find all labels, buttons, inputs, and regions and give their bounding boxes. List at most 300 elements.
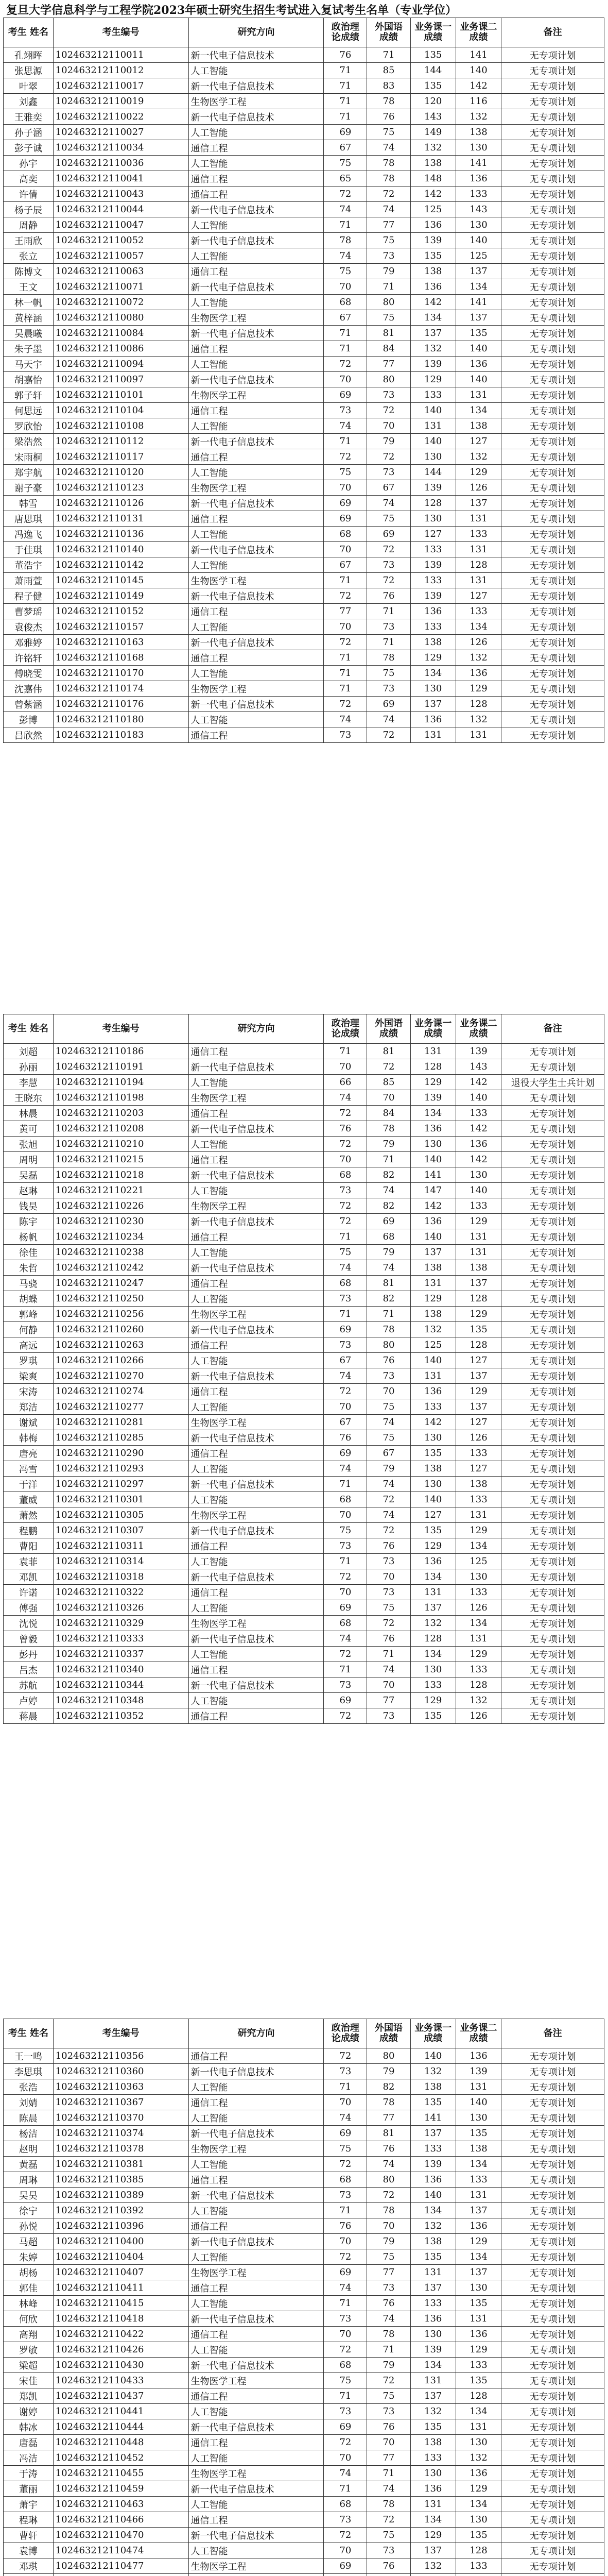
cell-direction: 新一代电子信息技术 (188, 697, 324, 712)
cell-direction: 新一代电子信息技术 (188, 2234, 324, 2249)
cell-name: 王雨欣 (4, 233, 54, 248)
cell-language: 76 (367, 2141, 410, 2157)
cell-exam-id: 102463212110210 (53, 1137, 188, 1152)
cell-subject1: 135 (410, 248, 456, 264)
cell-subject2: 139 (456, 2064, 501, 2079)
cell-language: 71 (367, 2466, 410, 2481)
table-row (4, 1245, 604, 1260)
cell-exam-id: 102463212110285 (53, 1430, 188, 1446)
cell-name: 冯逸飞 (4, 527, 54, 542)
cell-direction: 生物医学工程 (188, 1198, 324, 1214)
cell-name: 罗欣怡 (4, 418, 54, 434)
cell-note: 无专项计划 (501, 1245, 604, 1260)
cell-direction: 人工智能 (188, 1399, 324, 1415)
cell-direction: 通信工程 (188, 1106, 324, 1121)
cell-exam-id: 102463212110136 (53, 527, 188, 542)
cell-direction: 新一代电子信息技术 (188, 47, 324, 63)
cell-direction: 新一代电子信息技术 (188, 372, 324, 387)
cell-subject2: 133 (456, 1492, 501, 1507)
cell-direction: 生物医学工程 (188, 2558, 324, 2574)
table-row (4, 1059, 604, 1075)
cell-subject2: 140 (456, 1090, 501, 1106)
table-row (4, 619, 604, 635)
cell-subject1: 130 (410, 2327, 456, 2342)
table-row (4, 1430, 604, 1446)
cell-note: 无专项计划 (501, 604, 604, 619)
cell-subject1: 130 (410, 681, 456, 697)
cell-name: 何静 (4, 1322, 54, 1337)
table-row (4, 496, 604, 511)
cell-language: 72 (367, 2373, 410, 2388)
table-row (4, 2574, 604, 2576)
cell-politics: 68 (324, 295, 367, 310)
cell-language: 70 (367, 2435, 410, 2450)
cell-politics: 72 (324, 1137, 367, 1152)
table-row (4, 2481, 604, 2497)
cell-subject1: 136 (410, 2172, 456, 2188)
cell-exam-id: 102463212110186 (53, 1044, 188, 1059)
table-row (4, 1121, 604, 1137)
cell-subject1: 139 (410, 233, 456, 248)
table-row (4, 2327, 604, 2342)
cell-name: 董丽 (4, 2481, 54, 2497)
cell-note: 无专项计划 (501, 2497, 604, 2512)
cell-exam-id: 102463212110378 (53, 2141, 188, 2157)
cell-note: 无专项计划 (501, 1446, 604, 1461)
cell-direction: 生物医学工程 (188, 310, 324, 326)
table-row (4, 727, 604, 743)
table-row (4, 2188, 604, 2203)
cell-note: 无专项计划 (501, 1631, 604, 1647)
cell-exam-id: 102463212110329 (53, 1616, 188, 1631)
cell-name: 萧宇 (4, 2497, 54, 2512)
cell-language: 78 (367, 2095, 410, 2110)
cell-subject1: 137 (410, 2126, 456, 2141)
cell-direction: 通信工程 (188, 2172, 324, 2188)
column-header: 外国语 成绩 (367, 18, 410, 47)
cell-exam-id: 102463212110011 (53, 47, 188, 63)
cell-name: 唐亮 (4, 1446, 54, 1461)
cell-subject1: 136 (410, 2481, 456, 2497)
table-header-row (4, 1014, 604, 1044)
cell-exam-id: 102463212110168 (53, 650, 188, 666)
table-row (4, 78, 604, 94)
cell-name: 孙子涵 (4, 125, 54, 140)
cell-politics: 71 (324, 573, 367, 588)
cell-note: 无专项计划 (501, 2265, 604, 2280)
cell-politics: 75 (324, 1245, 367, 1260)
cell-direction: 新一代电子信息技术 (188, 2358, 324, 2373)
cell-note: 无专项计划 (501, 1507, 604, 1523)
cell-subject2: 137 (456, 1368, 501, 1384)
cell-exam-id: 102463212110071 (53, 279, 188, 295)
cell-note: 无专项计划 (501, 449, 604, 465)
cell-subject2: 131 (456, 2419, 501, 2435)
column-header: 外国语 成绩 (367, 1014, 410, 1044)
cell-subject2: 129 (456, 1523, 501, 1538)
cell-language: 75 (367, 2528, 410, 2543)
cell-name: 袁博 (4, 2543, 54, 2558)
cell-name: 傅强 (4, 1600, 54, 1616)
cell-note: 无专项计划 (501, 2079, 604, 2095)
column-header: 考生 姓名 (4, 1014, 54, 1044)
cell-note: 无专项计划 (501, 140, 604, 156)
cell-language: 82 (367, 2079, 410, 2095)
cell-subject1: 131 (410, 727, 456, 743)
cell-politics: 67 (324, 557, 367, 573)
cell-politics: 72 (324, 697, 367, 712)
cell-language: 72 (367, 1059, 410, 1075)
cell-subject2: 128 (456, 1291, 501, 1307)
cell-politics: 76 (324, 2218, 367, 2234)
cell-name: 彭博 (4, 712, 54, 727)
cell-note: 无专项计划 (501, 1183, 604, 1198)
cell-note: 无专项计划 (501, 1368, 604, 1384)
cell-name: 于佳琪 (4, 542, 54, 557)
cell-politics: 74 (324, 248, 367, 264)
cell-exam-id: 102463212110027 (53, 125, 188, 140)
cell-direction: 通信工程 (188, 1446, 324, 1461)
column-header: 外国语 成绩 (367, 2019, 410, 2048)
cell-note: 无专项计划 (501, 1399, 604, 1415)
table-header-row (4, 2019, 604, 2048)
cell-note: 无专项计划 (501, 63, 604, 78)
cell-direction: 通信工程 (188, 1044, 324, 1059)
cell-subject2: 141 (456, 47, 501, 63)
cell-direction: 人工智能 (188, 2296, 324, 2311)
table-row (4, 1044, 604, 1059)
cell-subject1: 149 (410, 125, 456, 140)
cell-subject2: 131 (456, 1631, 501, 1647)
cell-subject1: 130 (410, 1477, 456, 1492)
cell-direction: 新一代电子信息技术 (188, 2188, 324, 2203)
cell-subject2: 128 (456, 697, 501, 712)
cell-direction: 通信工程 (188, 511, 324, 527)
cell-subject1: 132 (410, 1322, 456, 1337)
cell-direction: 通信工程 (188, 1585, 324, 1600)
cell-direction: 生物医学工程 (188, 681, 324, 697)
table-row (4, 1677, 604, 1693)
cell-direction: 人工智能 (188, 295, 324, 310)
cell-direction: 人工智能 (188, 2450, 324, 2466)
cell-note: 无专项计划 (501, 2358, 604, 2373)
cell-direction: 通信工程 (188, 2280, 324, 2296)
cell-direction: 通信工程 (188, 1152, 324, 1167)
cell-language: 76 (367, 1353, 410, 1368)
cell-politics: 72 (324, 1708, 367, 1724)
cell-exam-id: 102463212110281 (53, 1415, 188, 1430)
table-row (4, 1492, 604, 1507)
cell-exam-id: 102463212110120 (53, 465, 188, 480)
cell-language: 83 (367, 78, 410, 94)
cell-politics: 70 (324, 2327, 367, 2342)
cell-name: 徐佳 (4, 1245, 54, 1260)
cell-subject1: 144 (410, 63, 456, 78)
table-row (4, 1662, 604, 1677)
cell-language: 74 (367, 496, 410, 511)
cell-exam-id: 102463212110101 (53, 387, 188, 403)
table-row (4, 264, 604, 279)
cell-politics: 71 (324, 666, 367, 681)
table-row (4, 2543, 604, 2558)
cell-direction: 生物医学工程 (188, 387, 324, 403)
cell-language: 71 (367, 604, 410, 619)
cell-note: 无专项计划 (501, 295, 604, 310)
cell-language: 68 (367, 1229, 410, 1245)
cell-name: 许铭轩 (4, 650, 54, 666)
cell-language: 77 (367, 2110, 410, 2126)
cell-direction: 生物医学工程 (188, 1090, 324, 1106)
cell-exam-id: 102463212110430 (53, 2358, 188, 2373)
cell-name: 韩梅 (4, 1430, 54, 1446)
cell-name: 袁菲 (4, 1554, 54, 1569)
cell-language: 76 (367, 2558, 410, 2574)
cell-subject2: 142 (456, 1152, 501, 1167)
cell-politics: 65 (324, 171, 367, 187)
cell-exam-id: 102463212110176 (53, 697, 188, 712)
cell-subject2: 133 (456, 1198, 501, 1214)
cell-subject2: 127 (456, 1461, 501, 1477)
cell-name: 林一帆 (4, 295, 54, 310)
cell-subject1: 138 (410, 264, 456, 279)
cell-language: 70 (367, 1090, 410, 1106)
cell-direction: 人工智能 (188, 1353, 324, 1368)
table-row (4, 357, 604, 372)
cell-name: 吴昊 (4, 2188, 54, 2203)
cell-subject1: 138 (410, 2079, 456, 2095)
cell-politics: 74 (324, 202, 367, 217)
cell-subject2: 136 (456, 2218, 501, 2234)
cell-politics: 78 (324, 233, 367, 248)
cell-language: 70 (367, 2218, 410, 2234)
document-page-2 (0, 1010, 608, 2014)
cell-subject1: 139 (410, 2157, 456, 2172)
cell-name: 郑凯 (4, 2388, 54, 2404)
cell-subject2: 130 (456, 1569, 501, 1585)
column-header: 政治理 论成绩 (324, 2019, 367, 2048)
cell-politics: 68 (324, 2358, 367, 2373)
cell-direction: 人工智能 (188, 1600, 324, 1616)
cell-exam-id: 102463212110389 (53, 2188, 188, 2203)
cell-direction: 通信工程 (188, 264, 324, 279)
cell-note: 无专项计划 (501, 1415, 604, 1430)
cell-direction: 通信工程 (188, 2048, 324, 2064)
cell-subject1: 130 (410, 1430, 456, 1446)
cell-name: 高远 (4, 1337, 54, 1353)
cell-language: 70 (367, 1384, 410, 1399)
cell-language: 82 (367, 1167, 410, 1183)
cell-direction: 新一代电子信息技术 (188, 635, 324, 650)
cell-name: 于洋 (4, 1477, 54, 1492)
cell-exam-id: 102463212110433 (53, 2373, 188, 2388)
cell-note: 无专项计划 (501, 357, 604, 372)
cell-language: 72 (367, 2188, 410, 2203)
cell-exam-id: 102463212110455 (53, 2466, 188, 2481)
cell-exam-id: 102463212110221 (53, 1183, 188, 1198)
cell-politics: 69 (324, 511, 367, 527)
cell-note: 无专项计划 (501, 1214, 604, 1229)
cell-exam-id: 102463212110036 (53, 156, 188, 171)
cell-subject1: 135 (410, 2249, 456, 2265)
cell-exam-id: 102463212110322 (53, 1585, 188, 1600)
cell-politics: 70 (324, 279, 367, 295)
cell-politics: 73 (324, 1291, 367, 1307)
cell-politics: 70 (324, 619, 367, 635)
cell-note: 无专项计划 (501, 2188, 604, 2203)
cell-subject2: 137 (456, 2203, 501, 2218)
cell-name: 王雅奕 (4, 109, 54, 125)
cell-language: 74 (367, 202, 410, 217)
cell-name: 刘鑫 (4, 94, 54, 109)
cell-name: 邓凯 (4, 1569, 54, 1585)
cell-language: 73 (367, 387, 410, 403)
table-row (4, 295, 604, 310)
cell-politics: 72 (324, 1384, 367, 1399)
cell-subject1: 135 (410, 1523, 456, 1538)
cell-name: 郑宇航 (4, 465, 54, 480)
cell-exam-id: 102463212110463 (53, 2497, 188, 2512)
cell-subject1: 147 (410, 1183, 456, 1198)
table-row (4, 403, 604, 418)
cell-exam-id: 102463212110392 (53, 2203, 188, 2218)
cell-language: 79 (367, 1245, 410, 1260)
cell-language: 85 (367, 1075, 410, 1090)
cell-language: 74 (367, 1662, 410, 1677)
cell-note: 无专项计划 (501, 727, 604, 743)
cell-exam-id: 102463212110441 (53, 2404, 188, 2419)
cell-direction: 新一代电子信息技术 (188, 1430, 324, 1446)
cell-politics: 75 (324, 465, 367, 480)
cell-direction: 人工智能 (188, 557, 324, 573)
cell-name: 蒋晨 (4, 1708, 54, 1724)
cell-subject1: 132 (410, 2218, 456, 2234)
cell-language: 79 (367, 2358, 410, 2373)
cell-subject2: 142 (456, 1075, 501, 1090)
cell-note: 无专项计划 (501, 1167, 604, 1183)
table-row (4, 372, 604, 387)
cell-subject1: 138 (410, 635, 456, 650)
table-row (4, 1600, 604, 1616)
cell-politics: 72 (324, 588, 367, 604)
cell-exam-id: 102463212110174 (53, 681, 188, 697)
cell-name: 赵琳 (4, 1183, 54, 1198)
cell-subject1: 131 (410, 2497, 456, 2512)
cell-direction: 生物医学工程 (188, 1415, 324, 1430)
cell-language: 71 (367, 635, 410, 650)
cell-politics: 71 (324, 217, 367, 233)
column-header: 考生编号 (53, 1014, 188, 1044)
cell-name: 罗琪 (4, 1353, 54, 1368)
cell-exam-id: 102463212110044 (53, 202, 188, 217)
cell-note: 无专项计划 (501, 1137, 604, 1152)
table-row (4, 2249, 604, 2265)
table-row (4, 1477, 604, 1492)
column-header: 备注 (501, 1014, 604, 1044)
cell-direction: 人工智能 (188, 2110, 324, 2126)
cell-name: 曹阳 (4, 1538, 54, 1554)
cell-subject1 (410, 2574, 456, 2576)
cell-subject1: 125 (410, 202, 456, 217)
cell-direction: 人工智能 (188, 156, 324, 171)
cell-name: 韩冰 (4, 2419, 54, 2435)
cell-subject2: 137 (456, 2265, 501, 2280)
cell-subject1: 136 (410, 1384, 456, 1399)
cell-exam-id: 102463212110163 (53, 635, 188, 650)
cell-politics: 74 (324, 2110, 367, 2126)
table-row (4, 1137, 604, 1152)
cell-subject1: 131 (410, 1585, 456, 1600)
cell-politics: 77 (324, 604, 367, 619)
cell-subject2: 131 (456, 727, 501, 743)
cell-direction: 人工智能 (188, 217, 324, 233)
table-row (4, 1554, 604, 1569)
table-row (4, 542, 604, 557)
cell-exam-id: 102463212110242 (53, 1260, 188, 1276)
cell-subject2: 133 (456, 1446, 501, 1461)
cell-subject2: 134 (456, 403, 501, 418)
cell-note: 无专项计划 (501, 94, 604, 109)
cell-direction: 人工智能 (188, 1647, 324, 1662)
cell-subject2: 129 (456, 1384, 501, 1399)
cell-exam-id: 102463212110314 (53, 1554, 188, 1569)
cell-politics: 71 (324, 2481, 367, 2497)
cell-note: 无专项计划 (501, 480, 604, 496)
table-row (4, 557, 604, 573)
cell-politics: 69 (324, 2419, 367, 2435)
cell-note: 无专项计划 (501, 496, 604, 511)
cell-direction: 新一代电子信息技术 (188, 1677, 324, 1693)
cell-subject1: 140 (410, 1152, 456, 1167)
cell-note: 无专项计划 (501, 1229, 604, 1245)
cell-exam-id: 102463212110203 (53, 1106, 188, 1121)
cell-exam-id: 102463212110290 (53, 1446, 188, 1461)
cell-subject1: 138 (410, 1260, 456, 1276)
cell-subject2: 125 (456, 248, 501, 264)
cell-language: 69 (367, 697, 410, 712)
cell-subject2: 134 (456, 1538, 501, 1554)
cell-exam-id: 102463212110218 (53, 1167, 188, 1183)
cell-note (501, 2574, 604, 2576)
cell-subject2: 141 (456, 156, 501, 171)
cell-direction: 人工智能 (188, 527, 324, 542)
cell-language: 75 (367, 2388, 410, 2404)
cell-politics: 73 (324, 2404, 367, 2419)
cell-subject2: 131 (456, 1245, 501, 1260)
cell-name: 陈宇 (4, 1214, 54, 1229)
cell-politics: 75 (324, 156, 367, 171)
cell-direction: 新一代电子信息技术 (188, 588, 324, 604)
cell-politics: 69 (324, 1693, 367, 1708)
cell-subject2: 138 (456, 1477, 501, 1492)
cell-name: 李慧 (4, 1075, 54, 1090)
cell-exam-id: 102463212110140 (53, 542, 188, 557)
cell-exam-id: 102463212110470 (53, 2528, 188, 2543)
cell-exam-id: 102463212110415 (53, 2296, 188, 2311)
cell-politics: 72 (324, 1569, 367, 1585)
cell-subject1: 129 (410, 650, 456, 666)
cell-subject1: 139 (410, 2342, 456, 2358)
cell-direction: 新一代电子信息技术 (188, 2064, 324, 2079)
cell-politics: 67 (324, 1415, 367, 1430)
cell-note: 无专项计划 (501, 1523, 604, 1538)
cell-note: 无专项计划 (501, 279, 604, 295)
cell-note: 无专项计划 (501, 1260, 604, 1276)
cell-name: 唐磊 (4, 2435, 54, 2450)
table-row (4, 94, 604, 109)
cell-name: 杨洁 (4, 2126, 54, 2141)
cell-language: 73 (367, 2543, 410, 2558)
cell-politics: 69 (324, 2126, 367, 2141)
